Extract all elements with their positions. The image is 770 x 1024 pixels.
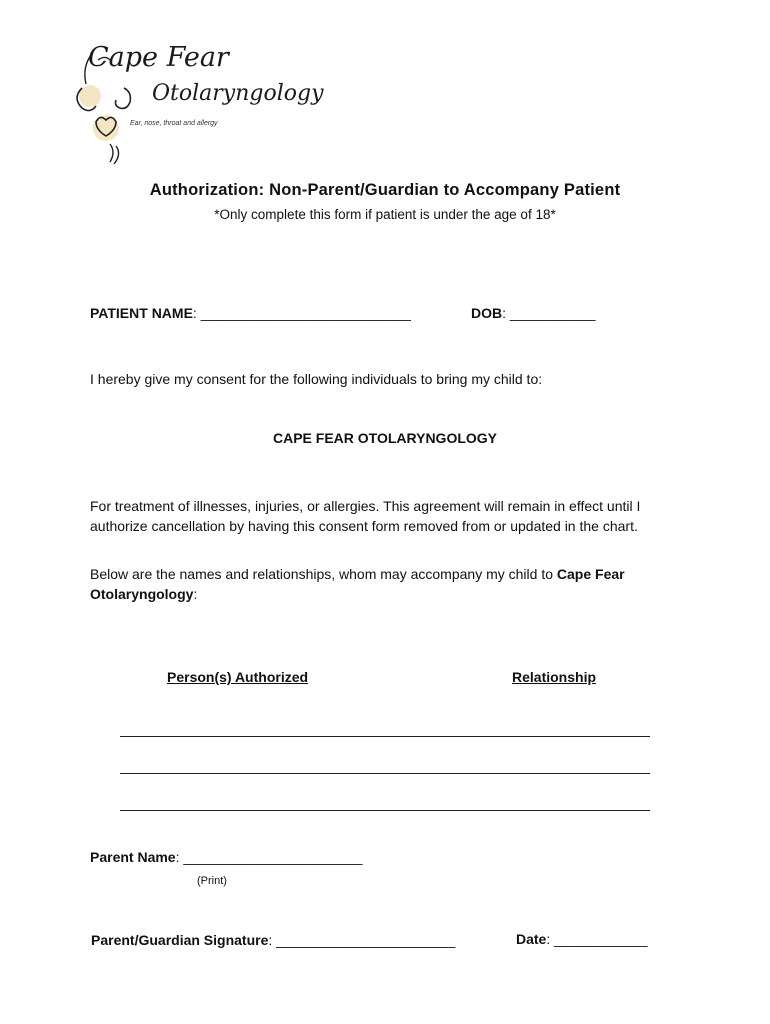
patient-name-label: PATIENT NAME bbox=[90, 305, 193, 321]
cape-fear-logo bbox=[68, 36, 328, 168]
logo-swirl-2 bbox=[116, 88, 131, 108]
logo-curl bbox=[110, 144, 119, 164]
below-text-suffix: : bbox=[193, 586, 198, 602]
logo-line2: Otolaryngology bbox=[152, 81, 324, 106]
person-line-2[interactable] bbox=[120, 773, 650, 774]
date-field[interactable] bbox=[516, 931, 648, 947]
form-title: Authorization: Non-Parent/Guardian to Accompany Patient bbox=[149, 181, 621, 199]
dob-field[interactable] bbox=[471, 305, 596, 321]
person-line-1[interactable] bbox=[120, 736, 650, 737]
below-text-clinic: Cape Fear Otolaryngology bbox=[90, 566, 625, 602]
dob-blank[interactable]: : ___________ bbox=[502, 305, 596, 321]
below-text-prefix: Below are the names and relationships, whom may accompany my child to bbox=[90, 566, 557, 582]
print-hint: (Print) bbox=[197, 875, 227, 887]
below-text bbox=[90, 564, 690, 604]
consent-text: I hereby give my consent for the following individuals to bring my child to: bbox=[90, 371, 543, 387]
dob-label: DOB bbox=[471, 305, 503, 321]
form-subtitle: *Only complete this form if patient is under the age of 18* bbox=[214, 207, 556, 222]
parent-name-field[interactable] bbox=[90, 849, 362, 865]
logo-line1: Cape Fear bbox=[88, 42, 229, 73]
clinic-name: CAPE FEAR OTOLARYNGOLOGY bbox=[272, 430, 497, 446]
parent-name-blank[interactable]: : _______________________ bbox=[175, 849, 363, 865]
treatment-text: For treatment of illnesses, injuries, or allergies. This agreement will remain in effect until I authorize cancellation by having this consent form removed from or updated in the chart. bbox=[90, 498, 641, 534]
parent-name-label: Parent Name bbox=[90, 849, 176, 865]
logo-tagline: Ear, nose, throat and allergy bbox=[130, 120, 218, 127]
header-persons-authorized: Person(s) Authorized bbox=[167, 669, 309, 685]
date-label: Date bbox=[516, 931, 547, 947]
signature-label: Parent/Guardian Signature bbox=[91, 932, 269, 948]
signature-field[interactable] bbox=[91, 932, 455, 948]
header-relationship: Relationship bbox=[512, 669, 597, 685]
date-blank[interactable]: : ____________ bbox=[546, 931, 648, 947]
signature-blank[interactable]: : _______________________ bbox=[268, 932, 456, 948]
patient-name-field[interactable] bbox=[90, 305, 411, 321]
person-line-3[interactable] bbox=[120, 810, 650, 811]
patient-name-blank[interactable]: : ___________________________ bbox=[192, 305, 411, 321]
